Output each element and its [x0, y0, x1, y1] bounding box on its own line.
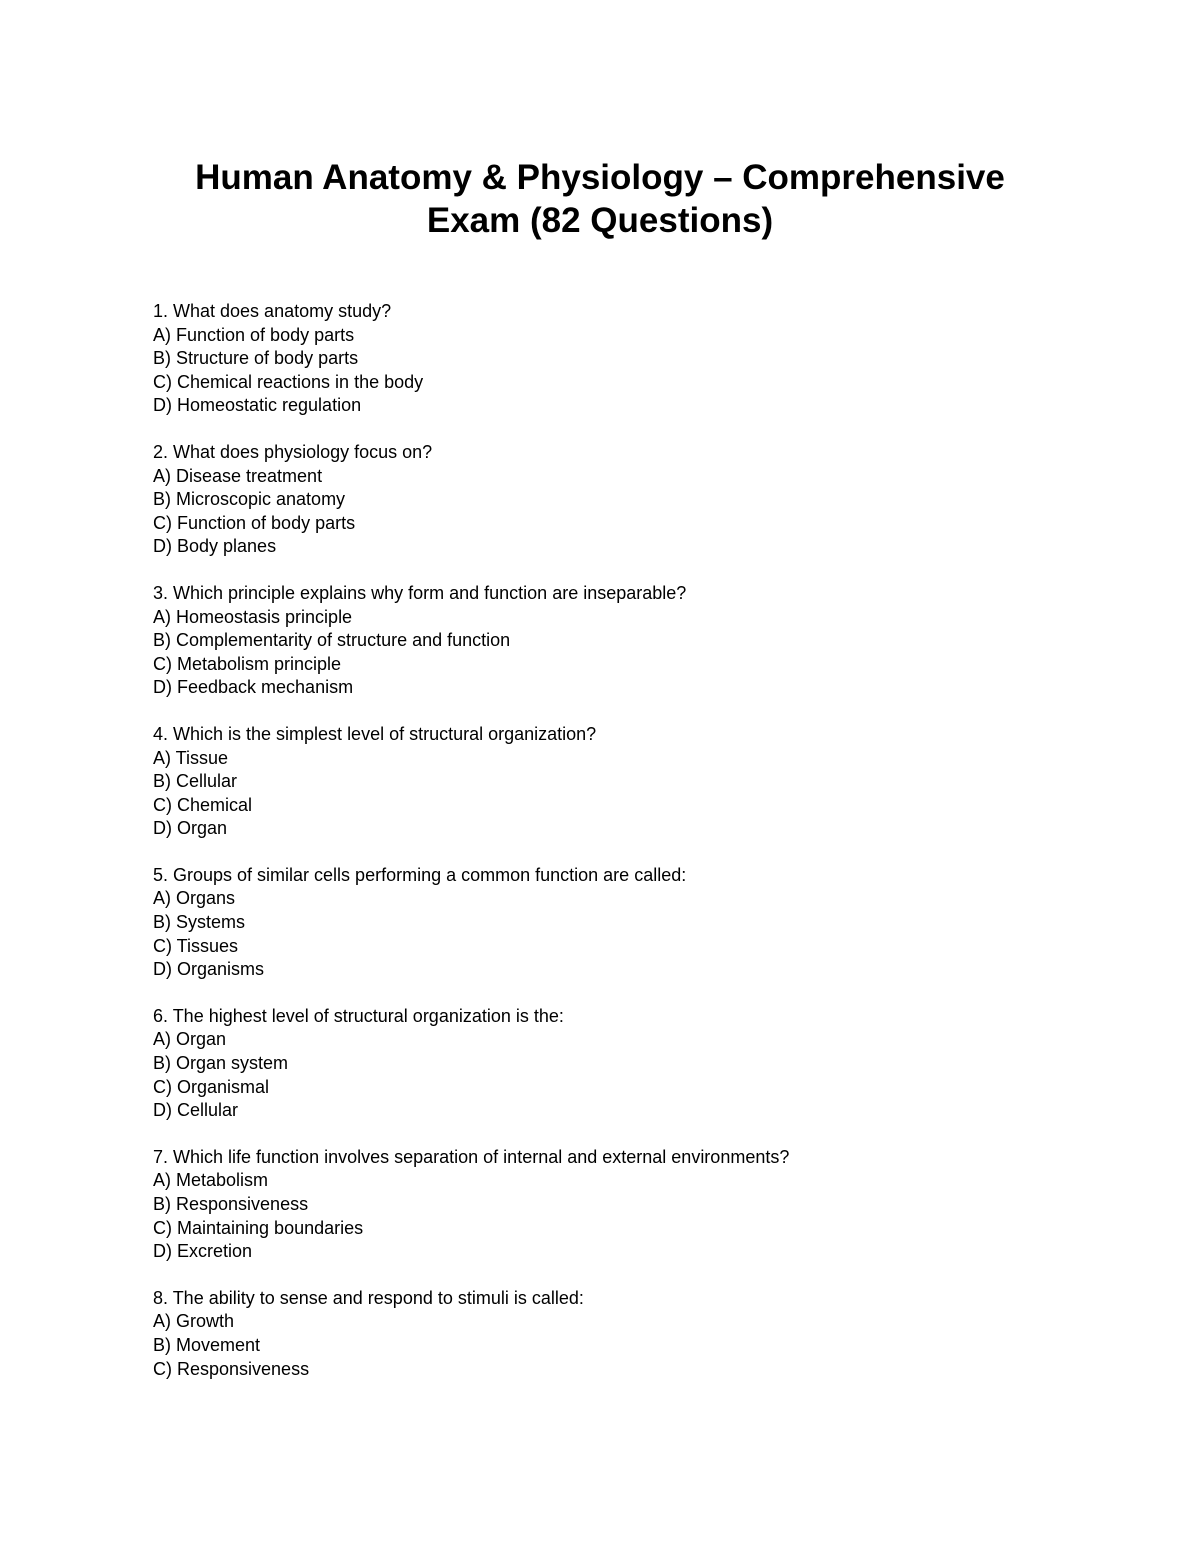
answer-option-b: B) Responsiveness	[153, 1194, 309, 1214]
answer-option-d: D) Cellular	[153, 1100, 239, 1121]
question-1	[153, 300, 1113, 418]
question-4	[153, 723, 1113, 841]
answer-option-a: A) Growth	[153, 1311, 235, 1332]
answer-option-d: D) Organ	[153, 818, 228, 839]
answer-option-a: A) Organ	[153, 1029, 227, 1050]
answer-option-c: C) Organismal	[153, 1076, 270, 1097]
answer-option-c: C) Function of body parts	[153, 512, 356, 533]
answer-option-a: A) Function of body parts	[153, 324, 355, 345]
question-text: 3. Which principle explains why form and function are inseparable?	[153, 582, 687, 603]
question-7	[153, 1146, 1113, 1264]
answer-option-a: A) Organs	[153, 888, 236, 909]
answer-option-b: B) Structure of body parts	[153, 348, 359, 369]
answer-option-d: D) Organisms	[153, 959, 265, 980]
answer-option-c: C) Maintaining boundaries	[153, 1217, 364, 1238]
answer-option-d: D) Excretion	[153, 1241, 253, 1262]
question-8	[153, 1287, 1113, 1381]
question-list	[153, 300, 1113, 1404]
answer-option-a: A) Metabolism	[153, 1170, 269, 1191]
page-title	[0, 156, 1200, 242]
question-text: 2. What does physiology focus on?	[153, 441, 433, 462]
answer-option-d: D) Homeostatic regulation	[153, 395, 362, 416]
answer-option-c: C) Tissues	[153, 935, 239, 956]
question-text: 6. The highest level of structural organization is the:	[153, 1005, 564, 1026]
page-title-line-1: Human Anatomy & Physiology – Comprehensive	[195, 158, 1005, 197]
question-2	[153, 441, 1113, 559]
answer-option-b: B) Movement	[153, 1334, 261, 1355]
answer-option-b: B) Systems	[153, 912, 246, 933]
question-text: 1. What does anatomy study?	[153, 301, 392, 321]
answer-option-b: B) Organ system	[153, 1053, 289, 1074]
answer-option-c: C) Metabolism principle	[153, 653, 342, 674]
page-title-line-2: Exam (82 Questions)	[426, 201, 774, 240]
question-text: 4. Which is the simplest level of structural organization?	[153, 723, 597, 744]
answer-option-a: A) Disease treatment	[153, 465, 323, 486]
answer-option-d: D) Body planes	[153, 536, 277, 557]
answer-option-b: B) Complementarity of structure and function	[153, 630, 511, 651]
answer-option-a: A) Tissue	[153, 747, 229, 768]
answer-option-b: B) Cellular	[153, 771, 238, 792]
question-text: 5. Groups of similar cells performing a common function are called:	[153, 864, 687, 885]
answer-option-d: D) Feedback mechanism	[153, 677, 354, 698]
answer-option-c: C) Chemical reactions in the body	[153, 371, 424, 392]
answer-option-b: B) Microscopic anatomy	[153, 489, 346, 510]
answer-option-c: C) Chemical	[153, 794, 253, 815]
answer-option-a: A) Homeostasis principle	[153, 606, 353, 627]
answer-option-c: C) Responsiveness	[153, 1358, 310, 1379]
question-5	[153, 864, 1113, 982]
question-text: 7. Which life function involves separation of internal and external environments?	[153, 1146, 790, 1167]
question-3	[153, 582, 1113, 700]
question-6	[153, 1005, 1113, 1123]
question-text: 8. The ability to sense and respond to stimuli is called:	[153, 1287, 584, 1308]
